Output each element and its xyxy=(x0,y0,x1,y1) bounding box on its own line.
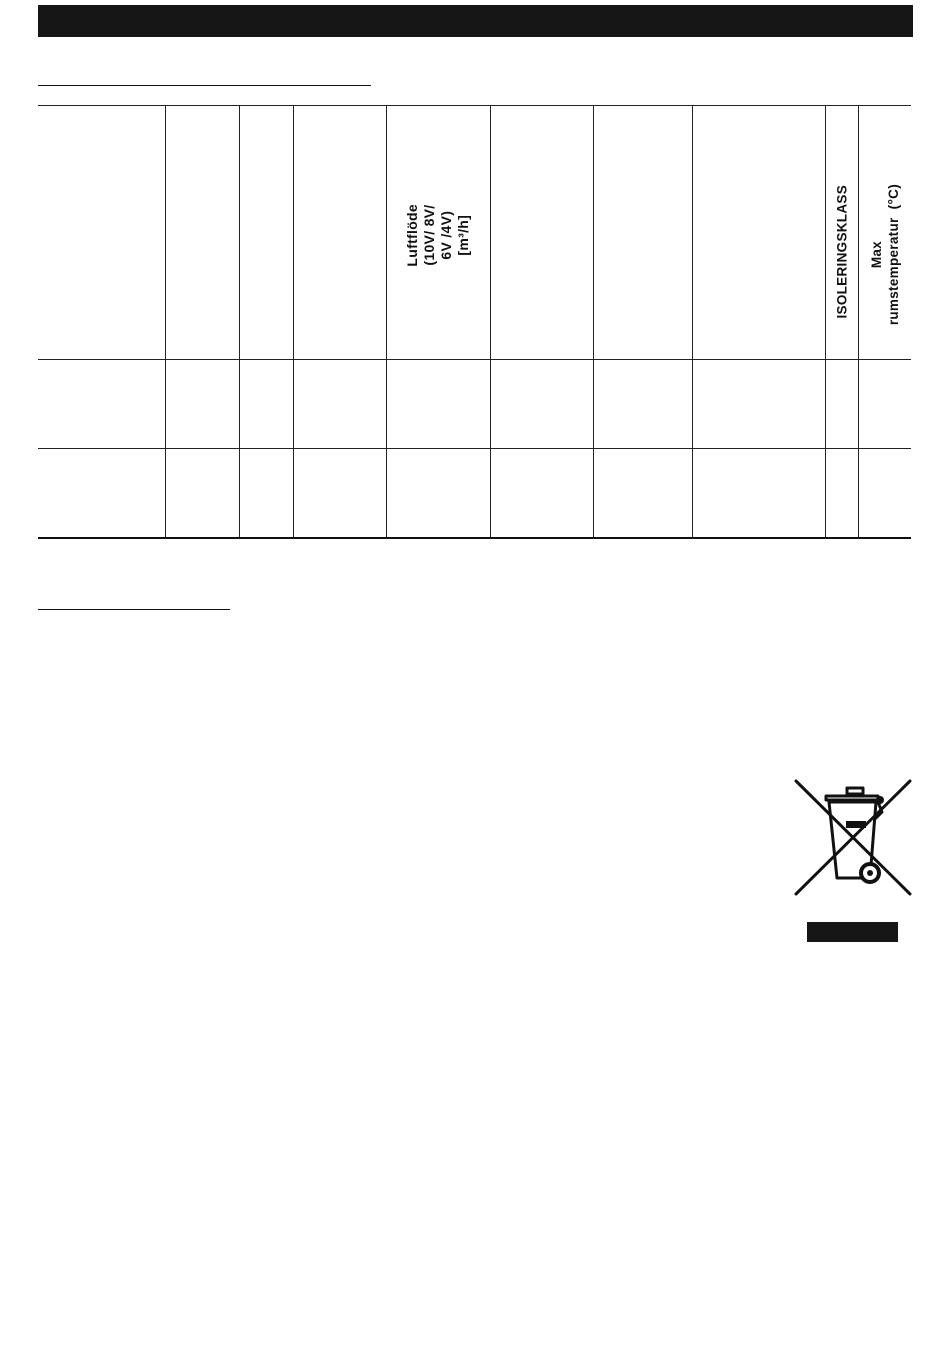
header-cell xyxy=(165,106,239,360)
bin-handle-icon xyxy=(847,788,863,794)
table-cell xyxy=(293,360,386,449)
table-cell xyxy=(490,449,593,538)
table-cell xyxy=(825,449,858,538)
header-cell-airflow xyxy=(386,106,490,360)
header-cell xyxy=(593,106,692,360)
header-cell xyxy=(490,106,593,360)
header-cell-max-temperature xyxy=(858,106,911,360)
header-bar xyxy=(38,5,913,37)
airflow-header: Luftflöde (10V/ 8V/ 6V /4V) [m³/h] xyxy=(404,204,471,267)
table-cell xyxy=(692,449,825,538)
table-cell xyxy=(38,449,165,538)
table-cell xyxy=(386,449,490,538)
table-cell xyxy=(825,360,858,449)
table-cell xyxy=(593,360,692,449)
table-row xyxy=(38,449,911,538)
bin-lid-icon xyxy=(826,796,878,800)
table-cell xyxy=(858,449,911,538)
header-cell-insulation-class xyxy=(825,106,858,360)
bin-hinge-icon xyxy=(876,796,884,804)
table-row xyxy=(38,360,911,449)
table-cell xyxy=(165,360,239,449)
table-cell xyxy=(239,360,293,449)
table-cell xyxy=(858,360,911,449)
table-cell xyxy=(593,449,692,538)
specification-table xyxy=(38,105,911,539)
header-cell xyxy=(38,106,165,360)
crossed-out-wheelie-bin-icon xyxy=(794,778,912,896)
table-header-row xyxy=(38,106,911,360)
header-cell xyxy=(239,106,293,360)
table-cell xyxy=(38,360,165,449)
weee-marking-bar xyxy=(807,922,898,942)
max-room-temperature-header: Max rumstemperatur (°C) xyxy=(868,183,901,325)
header-cell xyxy=(293,106,386,360)
bin-slot-icon xyxy=(846,821,866,828)
section-heading-underline xyxy=(38,609,230,610)
table-cell xyxy=(386,360,490,449)
insulation-class-header: ISOLERINGSKLASS xyxy=(834,185,849,319)
table-cell xyxy=(293,449,386,538)
header-cell xyxy=(692,106,825,360)
table-cell xyxy=(239,449,293,538)
section-heading-underline xyxy=(38,85,371,86)
table-cell xyxy=(490,360,593,449)
table-cell xyxy=(165,449,239,538)
table-cell xyxy=(692,360,825,449)
